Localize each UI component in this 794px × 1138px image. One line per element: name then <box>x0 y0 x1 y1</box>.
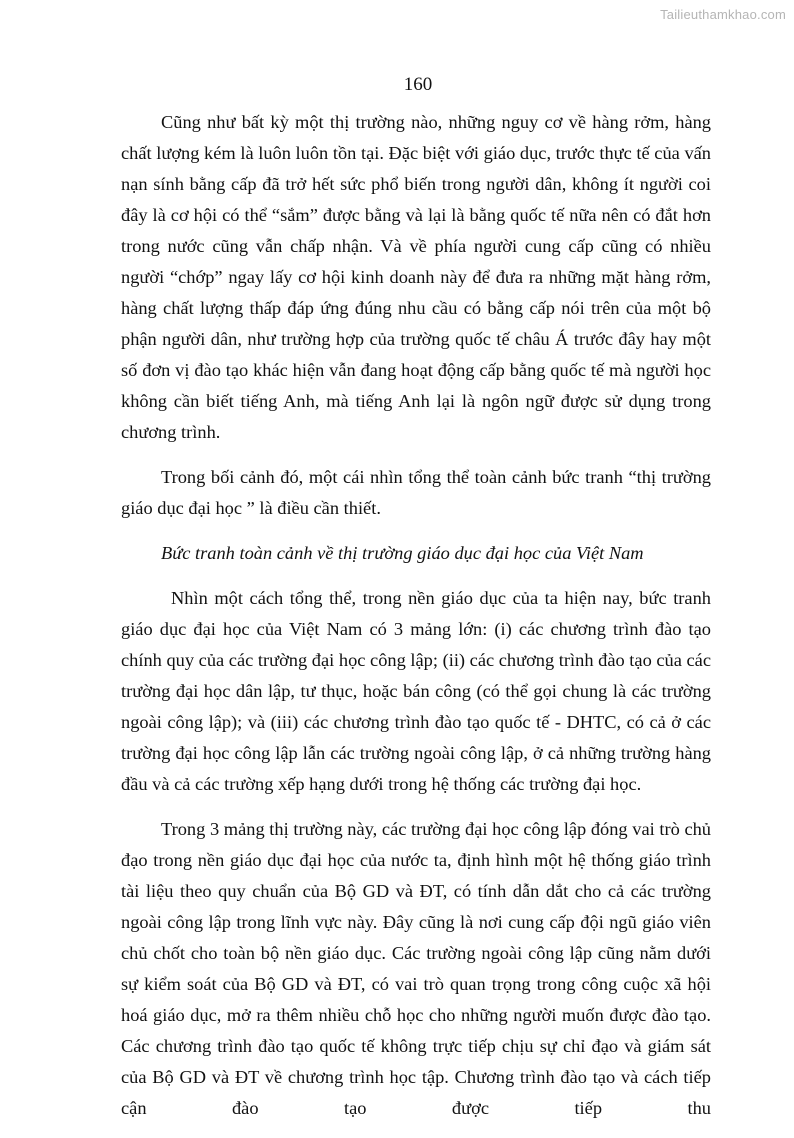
paragraph-overview: Nhìn một cách tổng thể, trong nền giáo dục của ta hiện nay, bức tranh giáo dục đại học của Việt Nam có 3 mảng lớn: (i) các chương trình đào tạo chính quy của các trường đại học công lập; (ii) các chương trình đào tạo của các trường đại học dân lập, tư thục, hoặc bán công (có thể gọi chung là các trường ngoài công lập); và (iii) các chương trình đào tạo quốc tế - DHTC, có cả ở các trường đại học công lập lẫn các trường ngoài công lập, ở cả những trường hàng đầu và cả các trường xếp hạng dưới trong hệ thống các trường đại học. <box>121 588 711 794</box>
paragraph-market-segments: Trong 3 mảng thị trường này, các trường đại học công lập đóng vai trò chủ đạo trong nền giáo dục đại học của nước ta, định hình một hệ thống giáo trình tài liệu theo quy chuẩn của Bộ GD và ĐT, có tính dẫn dắt cho cả các trường ngoài công lập trong lĩnh vực này. Đây cũng là nơi cung cấp đội ngũ giáo viên chủ chốt cho toàn bộ nền giáo dục. Các trường ngoài công lập cũng nằm dưới sự kiểm soát của Bộ GD và ĐT, có vai trò quan trọng trong công cuộc xã hội hoá giáo dục, mở ra thêm nhiều chỗ học cho những người muốn được đào tạo. Các chương trình đào tạo quốc tế không trực tiếp chịu sự chỉ đạo và giám sát của Bộ GD và ĐT về chương trình học tập. Chương trình đào tạo và cách tiếp cận đào tạo được tiếp thu <box>121 819 711 1118</box>
page-number: 160 <box>403 74 433 95</box>
section-heading: Bức tranh toàn cảnh về thị trường giáo dục đại học của Việt Nam <box>161 543 644 563</box>
document-body <box>121 107 711 1138</box>
paragraph-counterfeit-risk: Cũng như bất kỳ một thị trường nào, những nguy cơ về hàng rởm, hàng chất lượng kém là luôn luôn tồn tại. Đặc biệt với giáo dục, trước thực tế của vấn nạn sính bằng cấp đã trở hết sức phổ biến trong người dân, không ít người coi đây là cơ hội có thể “sắm” được bằng và lại là bằng quốc tế nữa nên có đắt hơn trong nước cũng vẫn chấp nhận. Và về phía người cung cấp cũng có nhiều người “chớp” ngay lấy cơ hội kinh doanh này để đưa ra những mặt hàng rởm, hàng chất lượng thấp đáp ứng đúng nhu cầu có bằng cấp nói trên của một bộ phận người dân, như trường hợp của trường quốc tế châu Á trước đây hay một số đơn vị đào tạo khác hiện vẫn đang hoạt động cấp bằng quốc tế mà người học không cần biết tiếng Anh, mà tiếng Anh lại là ngôn ngữ được sử dụng trong chương trình. <box>121 112 711 442</box>
watermark: Tailieuthamkhao.com <box>660 7 786 22</box>
paragraph-context: Trong bối cảnh đó, một cái nhìn tổng thể toàn cảnh bức tranh “thị trường giáo dục đại học ” là điều cần thiết. <box>121 467 711 518</box>
